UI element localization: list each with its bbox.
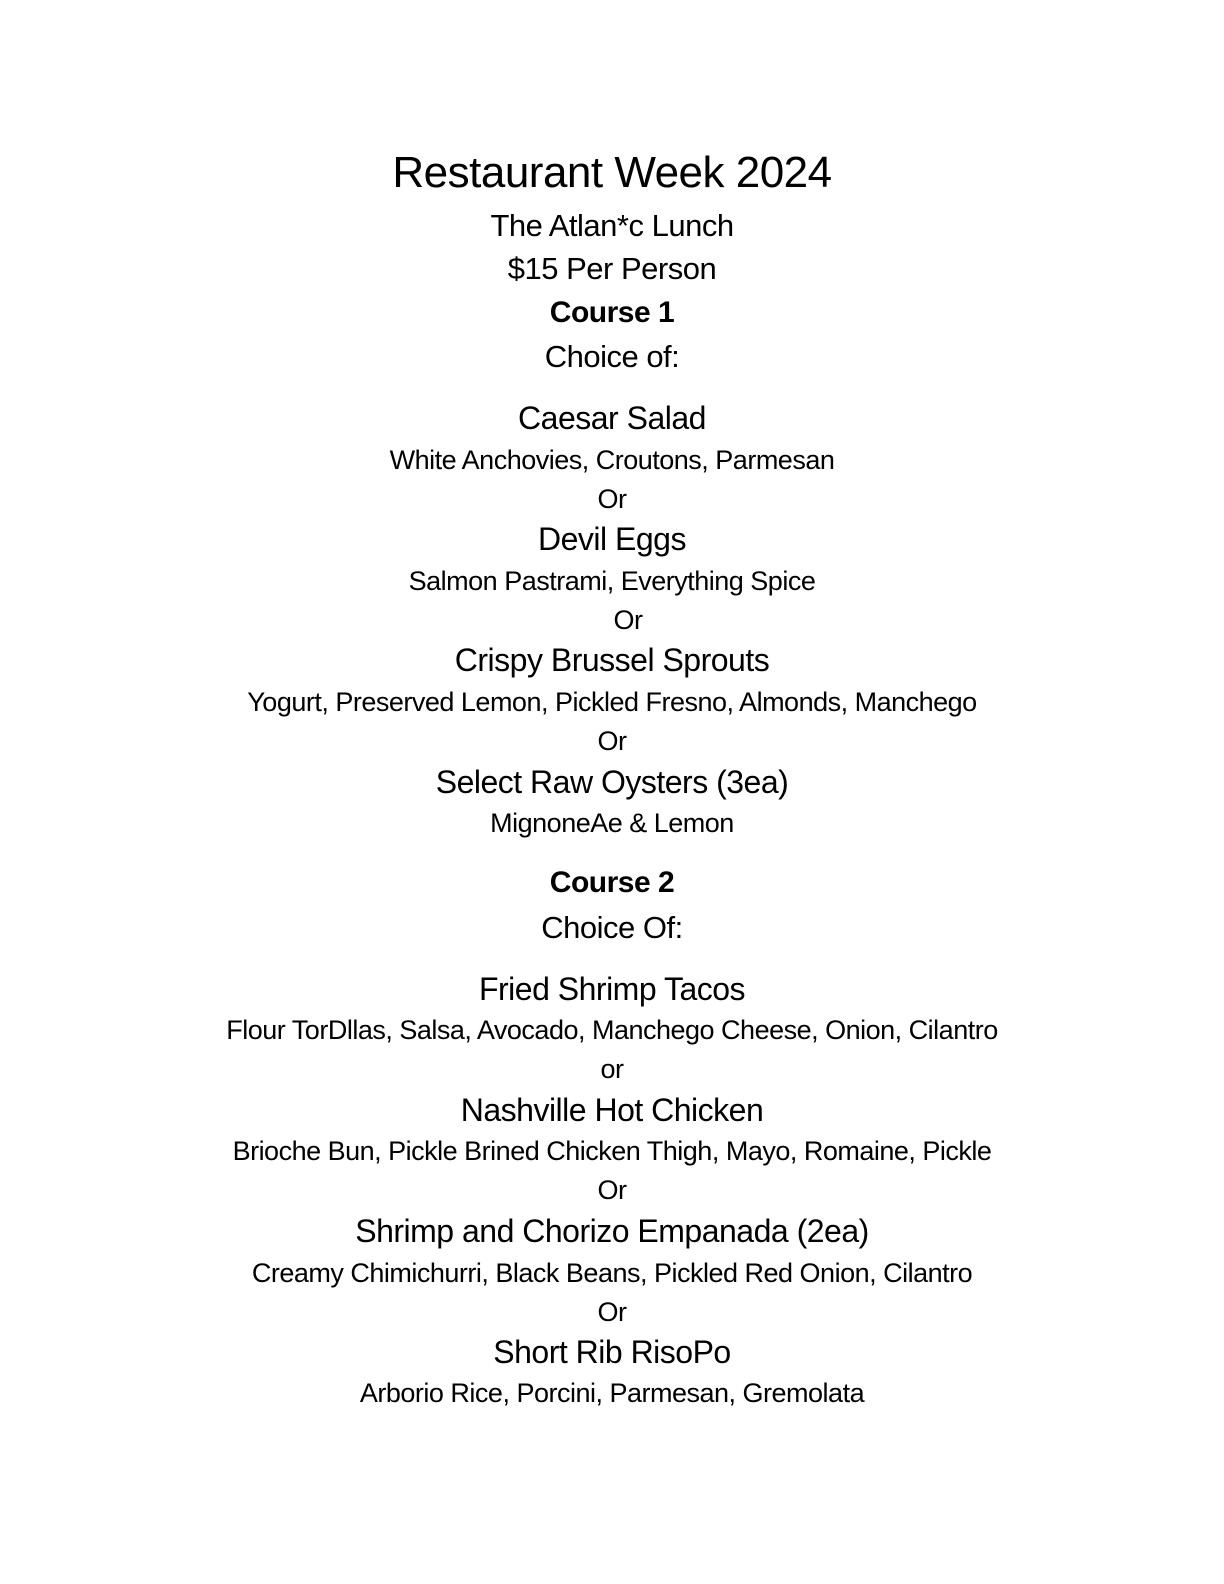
course-1-heading: Course 1 (549, 296, 675, 329)
dish-description: Brioche Bun, Pickle Brined Chicken Thigh, Mayo, Romaine, Pickle (232, 1136, 992, 1166)
dish-name: Fried Shrimp Tacos (478, 971, 746, 1007)
menu-price: $15 Per Person (507, 251, 717, 286)
dish-description: MignoneAe & Lemon (490, 808, 734, 838)
course-1-choice: Choice of: (544, 339, 680, 374)
dish-name: Short Rib RisoPo (493, 1334, 731, 1370)
course-2-choice: Choice Of: (541, 910, 683, 945)
dish-description: White Anchovies, Croutons, Parmesan (389, 445, 835, 475)
dish-name: Shrimp and Chorizo Empanada (2ea) (355, 1213, 869, 1249)
course-2-heading: Course 2 (549, 866, 675, 899)
dish-name: Select Raw Oysters (3ea) (435, 764, 789, 800)
dish-name: Caesar Salad (518, 400, 706, 436)
or-separator: Or (597, 726, 627, 756)
dish-description: Creamy Chimichurri, Black Beans, Pickled Red Onion, Cilantro (251, 1258, 973, 1288)
or-separator: Or (597, 1175, 627, 1205)
dish-name: Devil Eggs (538, 521, 686, 557)
menu-subtitle: The Atlan*c Lunch (490, 208, 734, 243)
dish-description: Yogurt, Preserved Lemon, Pickled Fresno, Almonds, Manchego (247, 687, 977, 717)
dish-description: Salmon Pastrami, Everything Spice (408, 566, 816, 596)
menu-title: Restaurant Week 2024 (392, 148, 832, 197)
dish-name: Nashville Hot Chicken (460, 1092, 764, 1128)
or-separator: or (600, 1054, 624, 1084)
or-separator: Or (597, 484, 627, 514)
dish-description: Flour TorDllas, Salsa, Avocado, Manchego Cheese, Onion, Cilantro (226, 1015, 998, 1045)
or-separator: Or (597, 1297, 627, 1327)
or-separator: Or (613, 605, 643, 635)
dish-name: Crispy Brussel Sprouts (454, 642, 770, 678)
dish-description: Arborio Rice, Porcini, Parmesan, Gremolata (359, 1378, 865, 1408)
